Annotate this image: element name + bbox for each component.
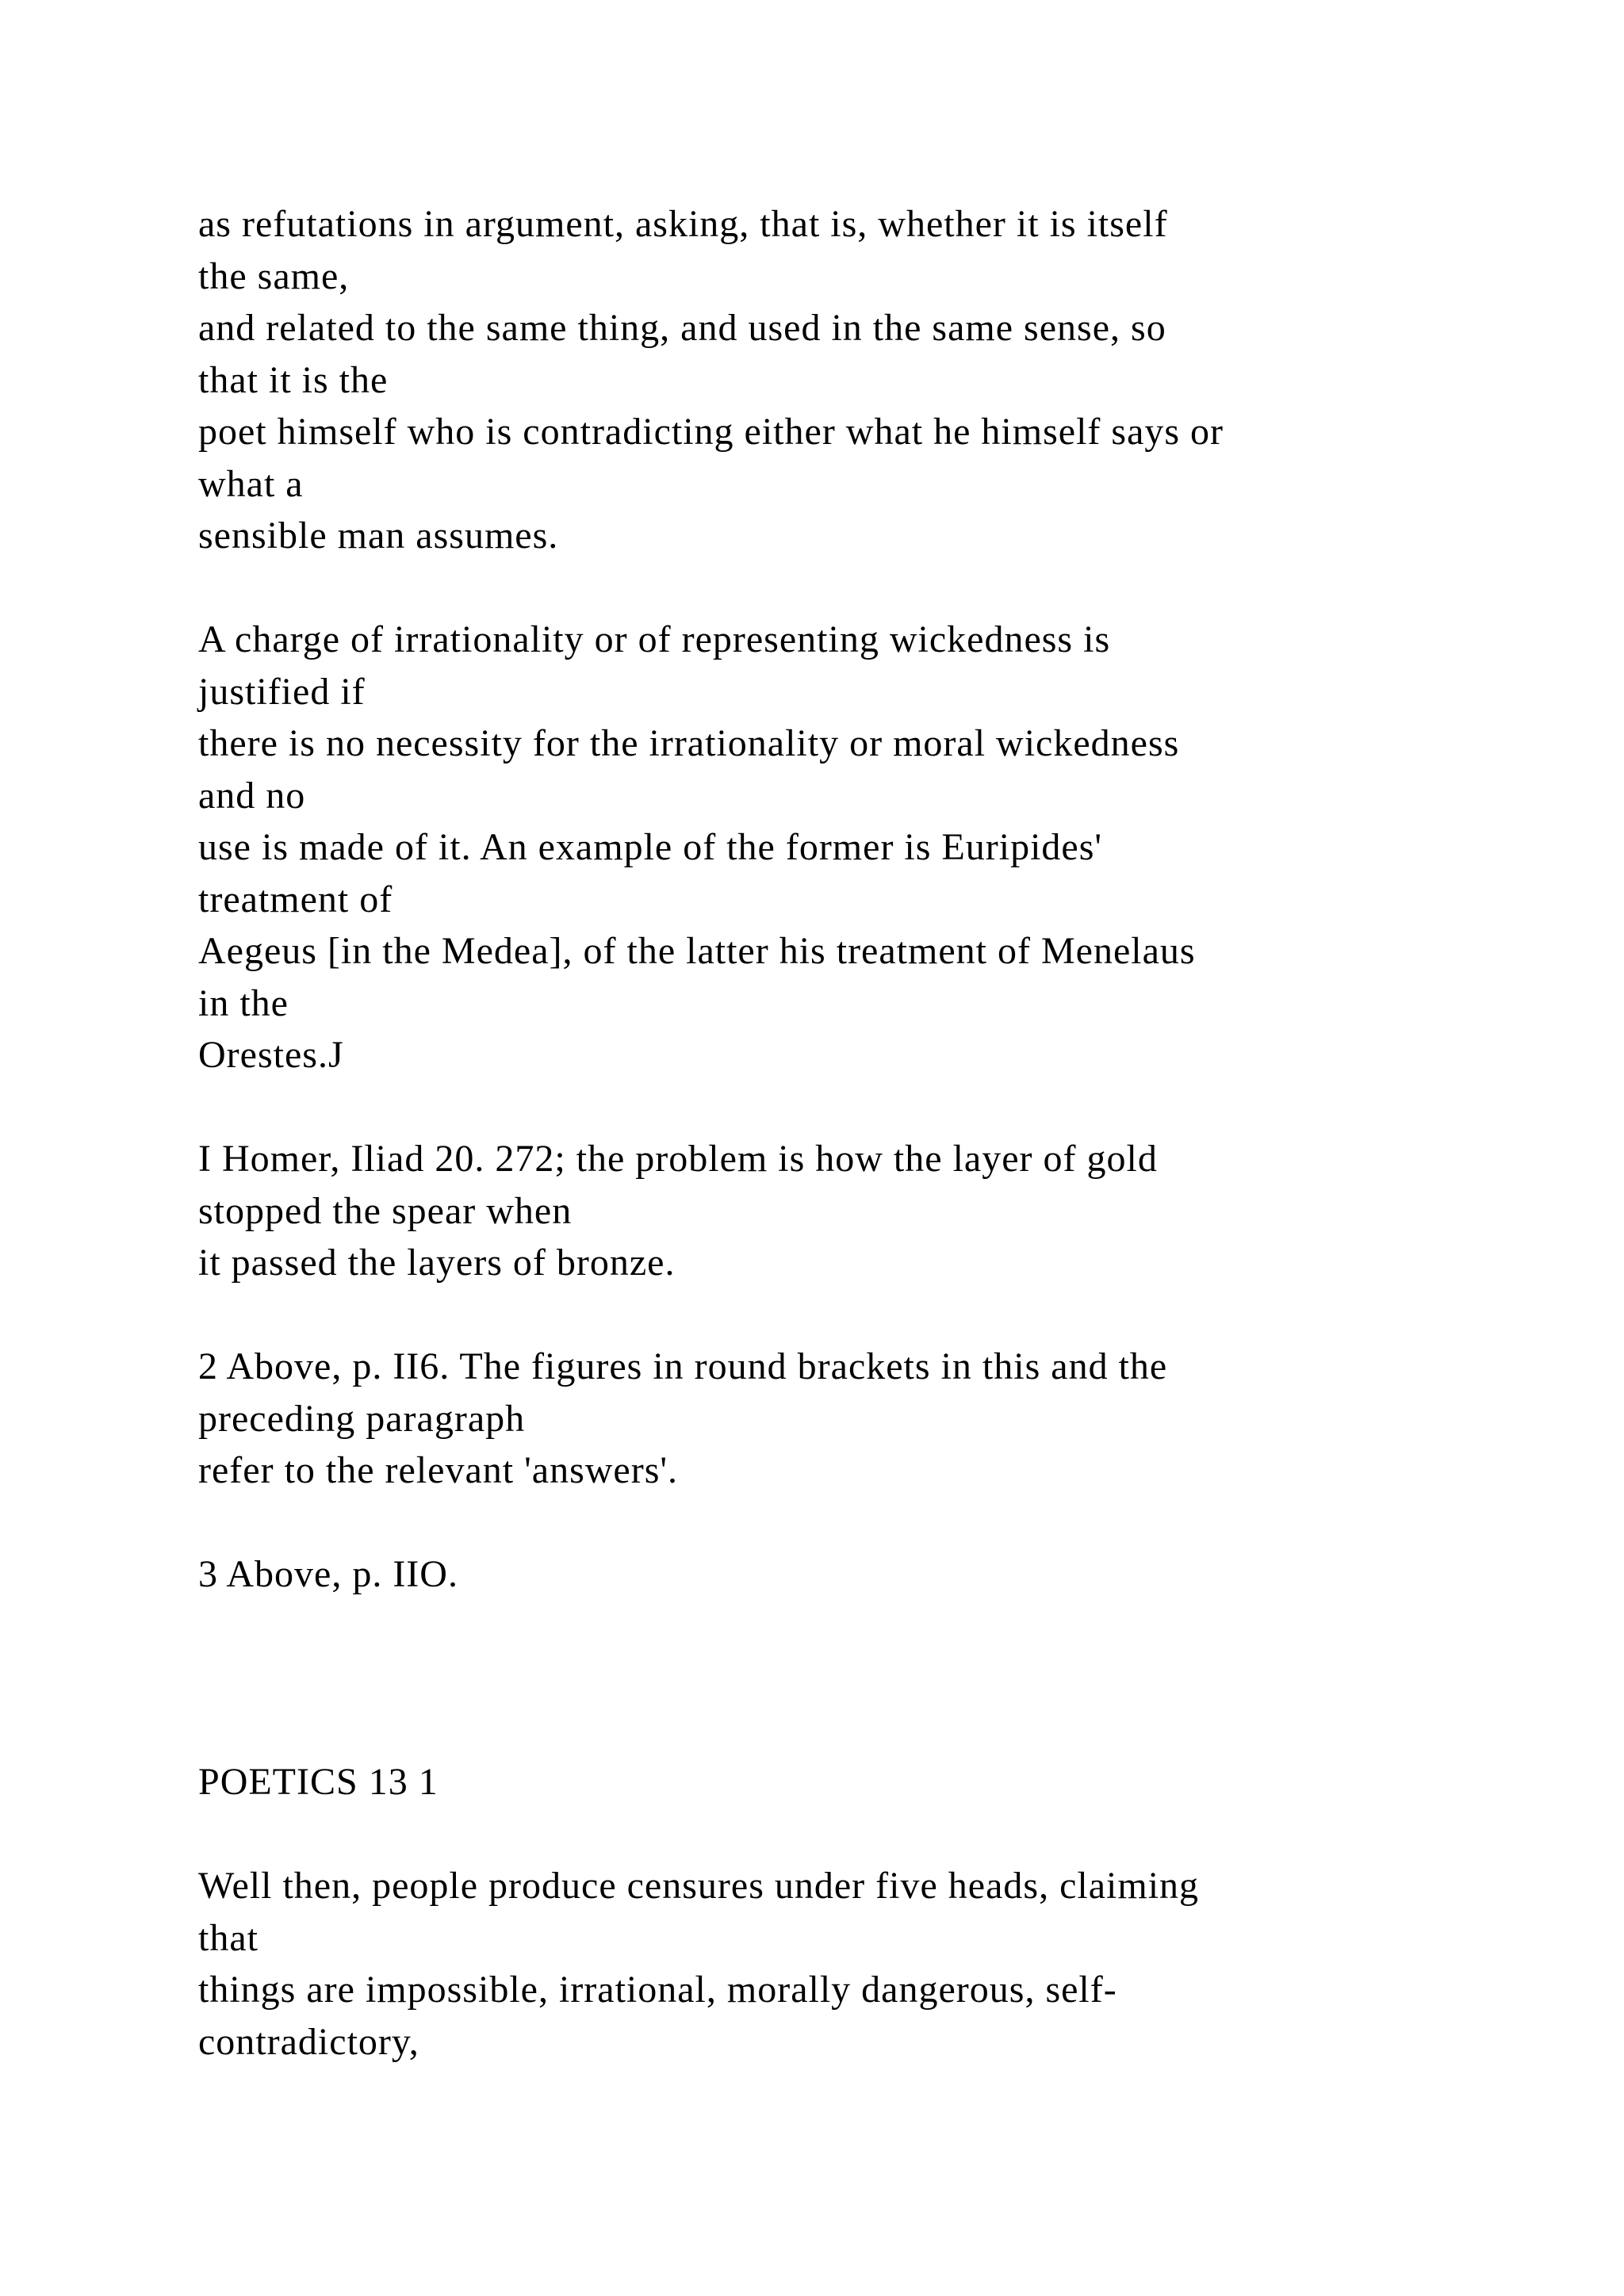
page-header-poetics: [198, 1756, 1507, 1808]
footnote-2: [198, 1341, 1507, 1497]
text-line: Well then, people produce censures under five heads, claiming: [198, 1865, 1200, 1907]
text-line: stopped the spear when: [198, 1189, 573, 1232]
text-line: 3 Above, p. IIO.: [198, 1553, 458, 1595]
paragraph-refutations: [198, 198, 1507, 562]
paragraph-gap: [198, 1808, 1507, 1861]
text-line: things are impossible, irrational, morally dangerous, self-: [198, 1969, 1117, 2011]
text-line: in the: [198, 982, 289, 1024]
paragraph-censures: [198, 1860, 1507, 2068]
paragraph-irrationality: [198, 614, 1507, 1081]
section-gap: [198, 1601, 1507, 1757]
text-line: justified if: [198, 670, 366, 713]
text-line: use is made of it. An example of the former is Euripides': [198, 826, 1103, 868]
text-line: poet himself who is contradicting either what he himself says or: [198, 411, 1224, 453]
text-line: contradictory,: [198, 2020, 419, 2063]
text-line: and related to the same thing, and used in the same sense, so: [198, 307, 1166, 349]
text-line: I Homer, Iliad 20. 272; the problem is how the layer of gold: [198, 1138, 1158, 1180]
text-line: sensible man assumes.: [198, 515, 559, 557]
text-line: Aegeus [in the Medea], of the latter his treatment of Menelaus: [198, 930, 1196, 972]
text-line: and no: [198, 774, 306, 817]
running-header: POETICS 13 1: [198, 1761, 439, 1803]
footnote-1: [198, 1133, 1507, 1289]
text-line: preceding paragraph: [198, 1397, 526, 1440]
document-body: [198, 198, 1507, 2068]
paragraph-gap: [198, 1081, 1507, 1134]
paragraph-gap: [198, 1289, 1507, 1341]
paragraph-gap: [198, 562, 1507, 614]
text-line: what a: [198, 462, 304, 505]
text-line: treatment of: [198, 878, 393, 920]
text-line: there is no necessity for the irrationality or moral wickedness: [198, 722, 1180, 764]
text-line: A charge of irrationality or of representing wickedness is: [198, 618, 1111, 660]
text-line: refer to the relevant 'answers'.: [198, 1449, 679, 1491]
text-line: it passed the layers of bronze.: [198, 1242, 676, 1284]
text-line: the same,: [198, 254, 350, 297]
paragraph-gap: [198, 1497, 1507, 1549]
text-line: that it is the: [198, 358, 389, 401]
text-line: Orestes.J: [198, 1034, 344, 1076]
text-line: 2 Above, p. II6. The figures in round brackets in this and the: [198, 1345, 1168, 1387]
text-line: as refutations in argument, asking, that is, whether it is itself: [198, 203, 1168, 245]
text-line: that: [198, 1916, 259, 1959]
footnote-3: [198, 1548, 1507, 1601]
